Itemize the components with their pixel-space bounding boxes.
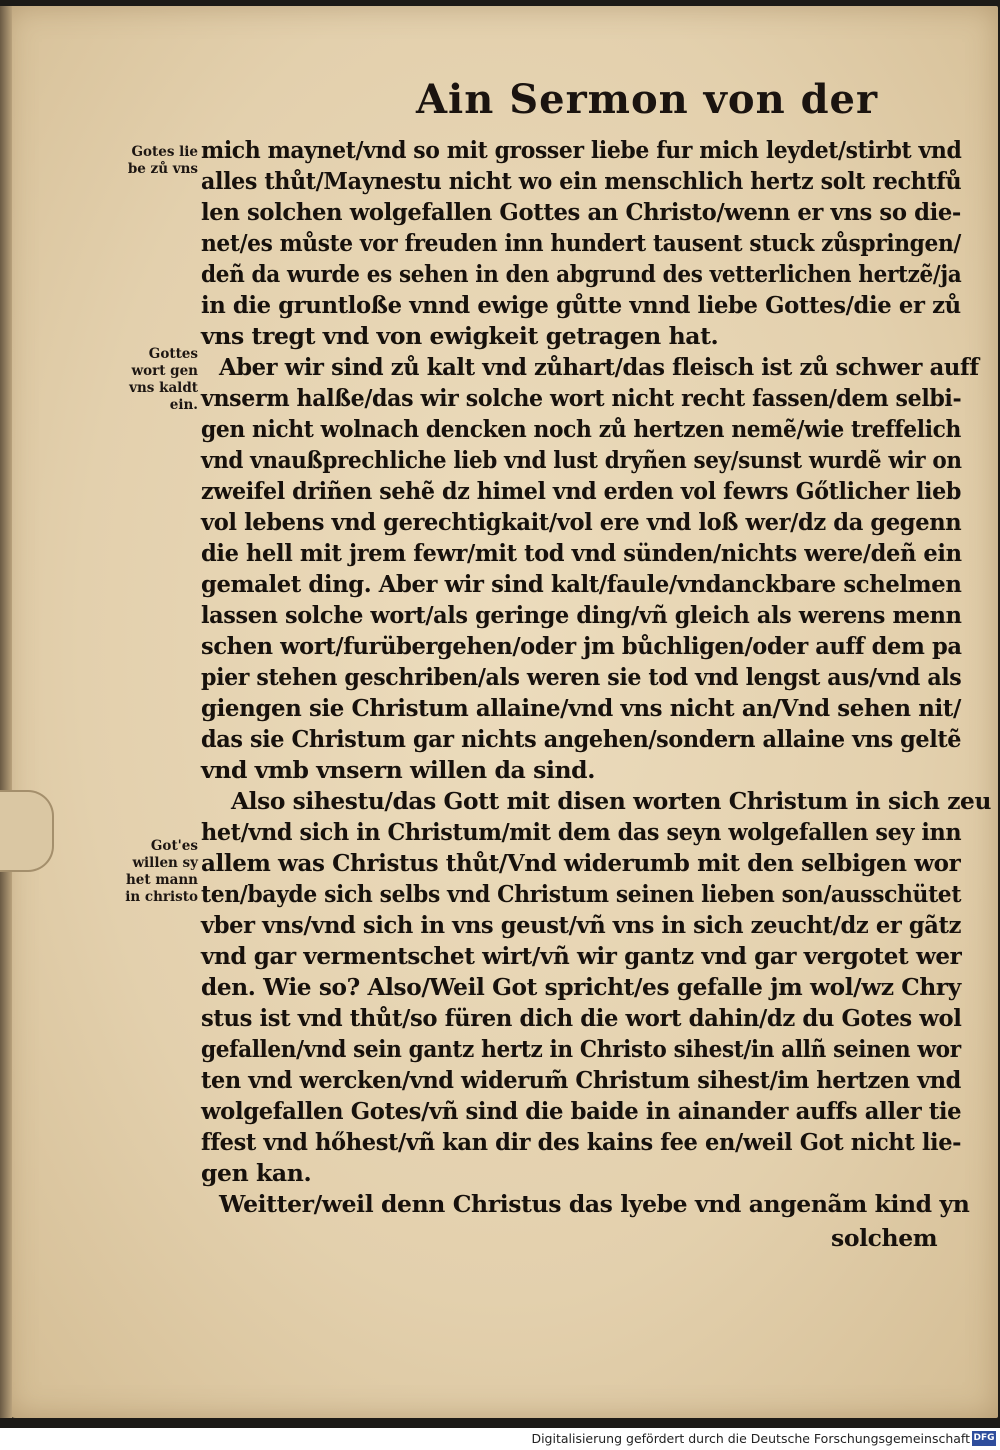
catchword: solchem [831, 1224, 938, 1252]
text-line: in die gruntloße vnnd ewige gůtte vnnd liebe Gottes/die er zů [201, 291, 961, 319]
footer-bar [0, 1428, 1000, 1450]
text-line: gen nicht wolnach dencken noch zů hertzen nemẽ/wie treffelich [201, 415, 961, 443]
text-line: pier stehen geschriben/als weren sie tod vnd lengst aus/vnd als [201, 663, 962, 691]
text-line: wolgefallen Gotes/vñ sind die baide in ainander auffs aller tie [201, 1097, 962, 1125]
text-line: den. Wie so? Also/Weil Got spricht/es gefalle jm wol/wz Chry [201, 973, 961, 1001]
text-line: ten vnd wercken/vnd widerum̃ Christum sihest/im hertzen vnd [201, 1066, 961, 1094]
text-line: vnserm halße/das wir solche wort nicht recht fassen/dem selbi- [201, 384, 962, 412]
text-line: vnd vnaußprechliche lieb vnd lust dryñen sey/sunst wurdẽ wir on [201, 446, 962, 474]
text-line: vber vns/vnd sich in vns geust/vñ vns in sich zeucht/dz er gãtz [201, 911, 962, 939]
text-line: das sie Christum gar nichts angehen/sondern allaine vns geltẽ [201, 725, 962, 753]
text-line: schen wort/furübergehen/oder jm bůchligen/oder auff dem pa [201, 632, 962, 660]
text-line: stus ist vnd thůt/so füren dich die wort dahin/dz du Gotes wol [201, 1004, 962, 1032]
text-line: net/es můste vor freuden inn hundert tausent stuck zůspringen/ [201, 229, 961, 257]
dfg-logo-icon: DFG [972, 1431, 996, 1446]
text-line: zweifel driñen sehẽ dz himel vnd erden vol fewrs Gőtlicher lieb [201, 477, 962, 505]
text-line: vns tregt vnd von ewigkeit getragen hat. [201, 322, 719, 350]
footer-credit: Digitalisierung gefördert durch die Deutsche Forschungsgemeinschaft [531, 1431, 970, 1446]
text-line: vnd vmb vnsern willen da sind. [201, 756, 595, 784]
text-line: alles thůt/Maynestu nicht wo ein menschlich hertz solt rechtfů [201, 167, 962, 195]
text-line: mich maynet/vnd so mit grosser liebe fur mich leydet/stirbt vnd [201, 136, 962, 164]
text-line: Aber wir sind zů kalt vnd zůhart/das fleisch ist zů schwer auff [219, 353, 979, 381]
text-line: Weitter/weil denn Christus das lyebe vnd angenãm kind yn [219, 1190, 970, 1218]
text-line: vnd gar vermentschet wirt/vñ wir gantz vnd gar vergotet wer [201, 942, 962, 970]
text-line: vol lebens vnd gerechtigkait/vol ere vnd loß wer/dz da gegenn [201, 508, 962, 536]
text-line: ten/bayde sich selbs vnd Christum seinen lieben son/ausschütet [201, 880, 962, 908]
text-line: gemalet ding. Aber wir sind kalt/faule/vndanckbare schelmen [201, 570, 962, 598]
text-line: lassen solche wort/als geringe ding/vñ gleich als werens menn [201, 601, 962, 629]
text-line: die hell mit jrem fewr/mit tod vnd sünden/nichts were/deñ ein [201, 539, 962, 567]
text-line: gen kan. [201, 1159, 312, 1187]
text-line: gefallen/vnd sein gantz hertz in Christo sihest/in allñ seinen wor [201, 1035, 961, 1063]
text-line: allem was Christus thůt/Vnd widerumb mit den selbigen wor [201, 849, 961, 877]
binding-edge [0, 6, 12, 1418]
margin-note-1: Gotes lie be zů vns [127, 144, 198, 177]
book-page [6, 6, 998, 1418]
text-line: ffest vnd hőhest/vñ kan dir des kains fee en/weil Got nicht lie- [201, 1128, 962, 1156]
text-line: giengen sie Christum allaine/vnd vns nicht an/Vnd sehen nit/ [201, 694, 961, 722]
margin-note-2: Gottes wort gen vns kaldt ein. [129, 346, 198, 413]
running-head: Ain Sermon von der [416, 76, 879, 123]
text-line: Also sihestu/das Gott mit disen worten Christum in sich zeu [231, 787, 992, 815]
text-line: het/vnd sich in Christum/mit dem das seyn wolgefallen sey inn [201, 818, 962, 846]
page-tab-marker [0, 790, 54, 872]
margin-note-3: Got'es willen sy het mann in christo [125, 838, 198, 905]
text-line: len solchen wolgefallen Gottes an Christo/wenn er vns so die- [201, 198, 961, 226]
text-line: deñ da wurde es sehen in den abgrund des vetterlichen hertzẽ/ja [201, 260, 962, 288]
